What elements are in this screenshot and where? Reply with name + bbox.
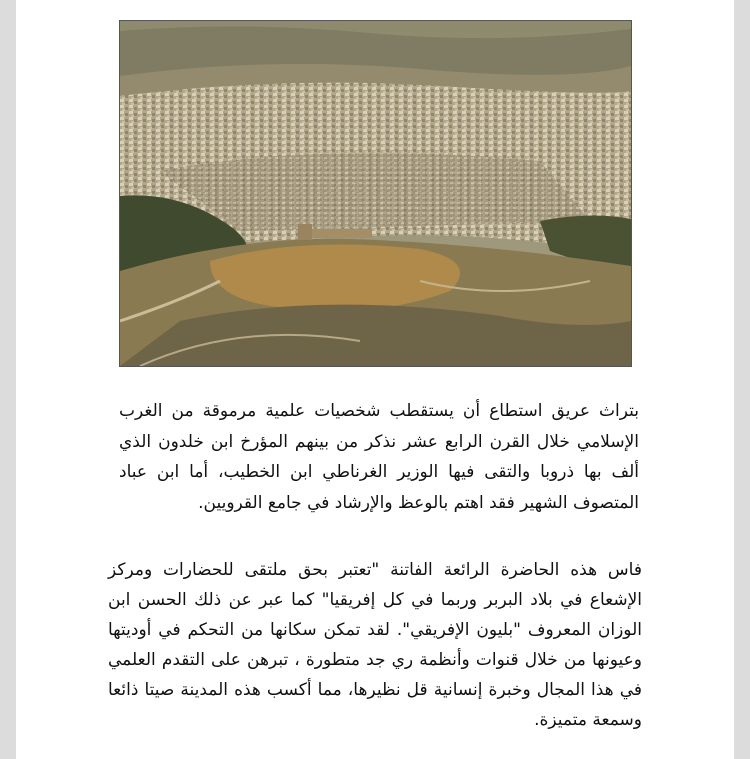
aerial-city-photo	[119, 20, 632, 367]
paragraph-2: فاس هذه الحاضرة الرائعة الفاتنة "تعتبر بحق ملتقى للحضارات ومركز الإشعاع في بلاد البربر وربما في كل إفريقيا" كما عبر عن ذلك الحسن ابن الوزان المعروف "بليون الإفريقي". لقد تمكن سكانها من التحكم في أوديتها وعيونها من خلال قنوات وأنظمة ري جد متطورة ، تبرهن على التقدم العلمي في هذا المجال وخبرة إنسانية قل نظيرها، مما أكسب هذه المدينة صيتا ذائعا وسمعة متميزة.	[108, 560, 642, 730]
document-page	[16, 0, 734, 759]
aerial-city-image	[120, 21, 631, 366]
paragraph-1: بتراث عريق استطاع أن يستقطب شخصيات علمية مرموقة من الغرب الإسلامي خلال القرن الرابع عشر نذكر من بينهم المؤرخ ابن خلدون الذي ألف بها ذروبا والتقى فيها الوزير الغرناطي ابن الخطيب، أما ابن عباد المتصوف الشهير فقد اهتم بالوعظ والإرشاد في جامع القرويين.	[119, 401, 639, 513]
